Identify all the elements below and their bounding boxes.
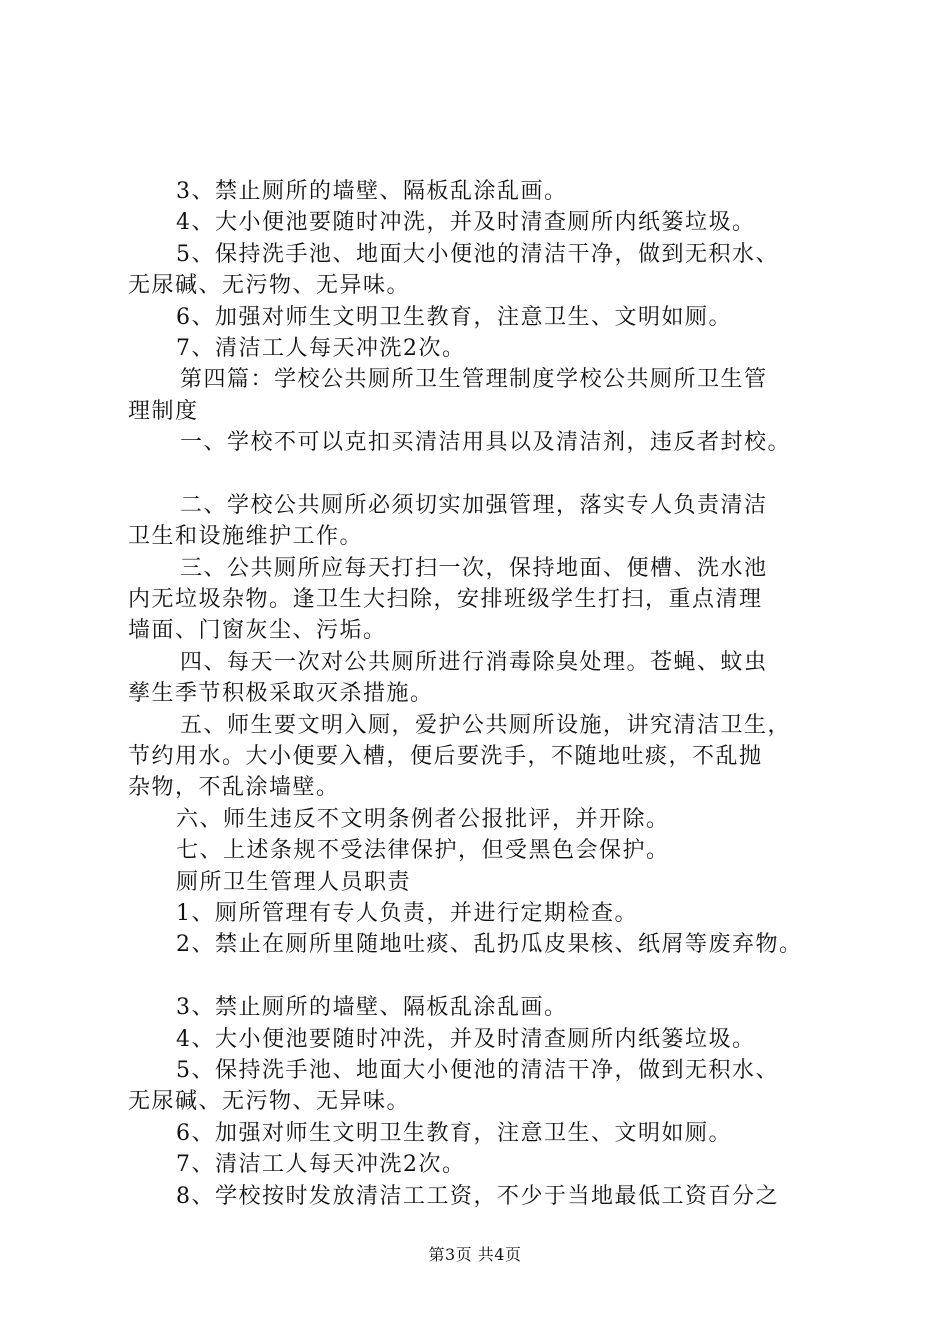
paragraph-line: 无尿碱、无污物、无异味。 (128, 273, 411, 299)
paragraph-line: 7、清洁工人每天冲洗2次。 (176, 335, 466, 361)
paragraph-line: 5、保持洗手池、地面大小便池的清洁干净，做到无积水、 (176, 1057, 779, 1083)
paragraph-line: 杂物，不乱涂墙壁。 (128, 775, 340, 801)
paragraph-line: 无尿碱、无污物、无异味。 (128, 1089, 411, 1115)
paragraph-line: 8、学校按时发放清洁工工资，不少于当地最低工资百分之 (176, 1183, 779, 1209)
paragraph-line: 七、上述条规不受法律保护，但受黑色会保护。 (176, 838, 670, 864)
paragraph-line: 3、禁止厕所的墙壁、隔板乱涂乱画。 (176, 179, 568, 204)
paragraph-line: 7、清洁工人每天冲洗2次。 (176, 1152, 466, 1178)
paragraph-line: 五、师生要文明入厕，爱护公共厕所设施，讲究清洁卫生， (180, 712, 792, 738)
blank-line (128, 459, 848, 490)
document-body (128, 176, 848, 1212)
paragraph-line: 3、禁止厕所的墙壁、隔板乱涂乱画。 (176, 995, 568, 1021)
paragraph-line: 墙面、门窗灰尘、污垢。 (128, 618, 387, 644)
paragraph-line: 5、保持洗手池、地面大小便池的清洁干净，做到无积水、 (176, 241, 779, 267)
paragraph-line: 卫生和设施维护工作。 (128, 524, 364, 550)
paragraph-line: 4、大小便池要随时冲洗，并及时清查厕所内纸篓垃圾。 (176, 1026, 756, 1052)
paragraph-line: 孳生季节积极采取灭杀措施。 (128, 681, 434, 707)
paragraph-line: 三、公共厕所应每天打扫一次，保持地面、便槽、洗水池 (180, 555, 768, 581)
paragraph-line: 六、师生违反不文明条例者公报批评，并开除。 (176, 806, 670, 832)
paragraph-line: 节约用水。大小便要入槽，便后要洗手，不随地吐痰，不乱抛 (128, 744, 763, 770)
paragraph-line: 一、学校不可以克扣买清洁用具以及清洁剂，违反者封校。 (180, 430, 792, 456)
paragraph-line: 内无垃圾杂物。逢卫生大扫除，安排班级学生打扫，重点清理 (128, 587, 763, 613)
paragraph-line: 4、大小便池要随时冲洗，并及时清查厕所内纸篓垃圾。 (176, 210, 756, 236)
paragraph-line: 1、厕所管理有专人负责，并进行定期检查。 (176, 900, 638, 926)
paragraph-line: 四、每天一次对公共厕所进行消毒除臭处理。苍蝇、蚊虫 (180, 649, 768, 675)
paragraph-line: 2、禁止在厕所里随地吐痰、乱扔瓜皮果核、纸屑等废弃物。 (176, 932, 803, 958)
paragraph-line: 6、加强对师生文明卫生教育，注意卫生、文明如厕。 (176, 1120, 732, 1146)
paragraph-line: 二、学校公共厕所必须切实加强管理，落实专人负责清洁 (180, 492, 768, 518)
subsection-heading: 厕所卫生管理人员职责 (176, 869, 412, 895)
page-number-footer: 第3页 共4页 (428, 1245, 522, 1264)
section-heading-continued: 理制度 (128, 398, 199, 424)
paragraph-line: 6、加强对师生文明卫生教育，注意卫生、文明如厕。 (176, 304, 732, 330)
section-heading: 第四篇：学校公共厕所卫生管理制度学校公共厕所卫生管 (180, 367, 768, 393)
blank-line (128, 961, 848, 992)
